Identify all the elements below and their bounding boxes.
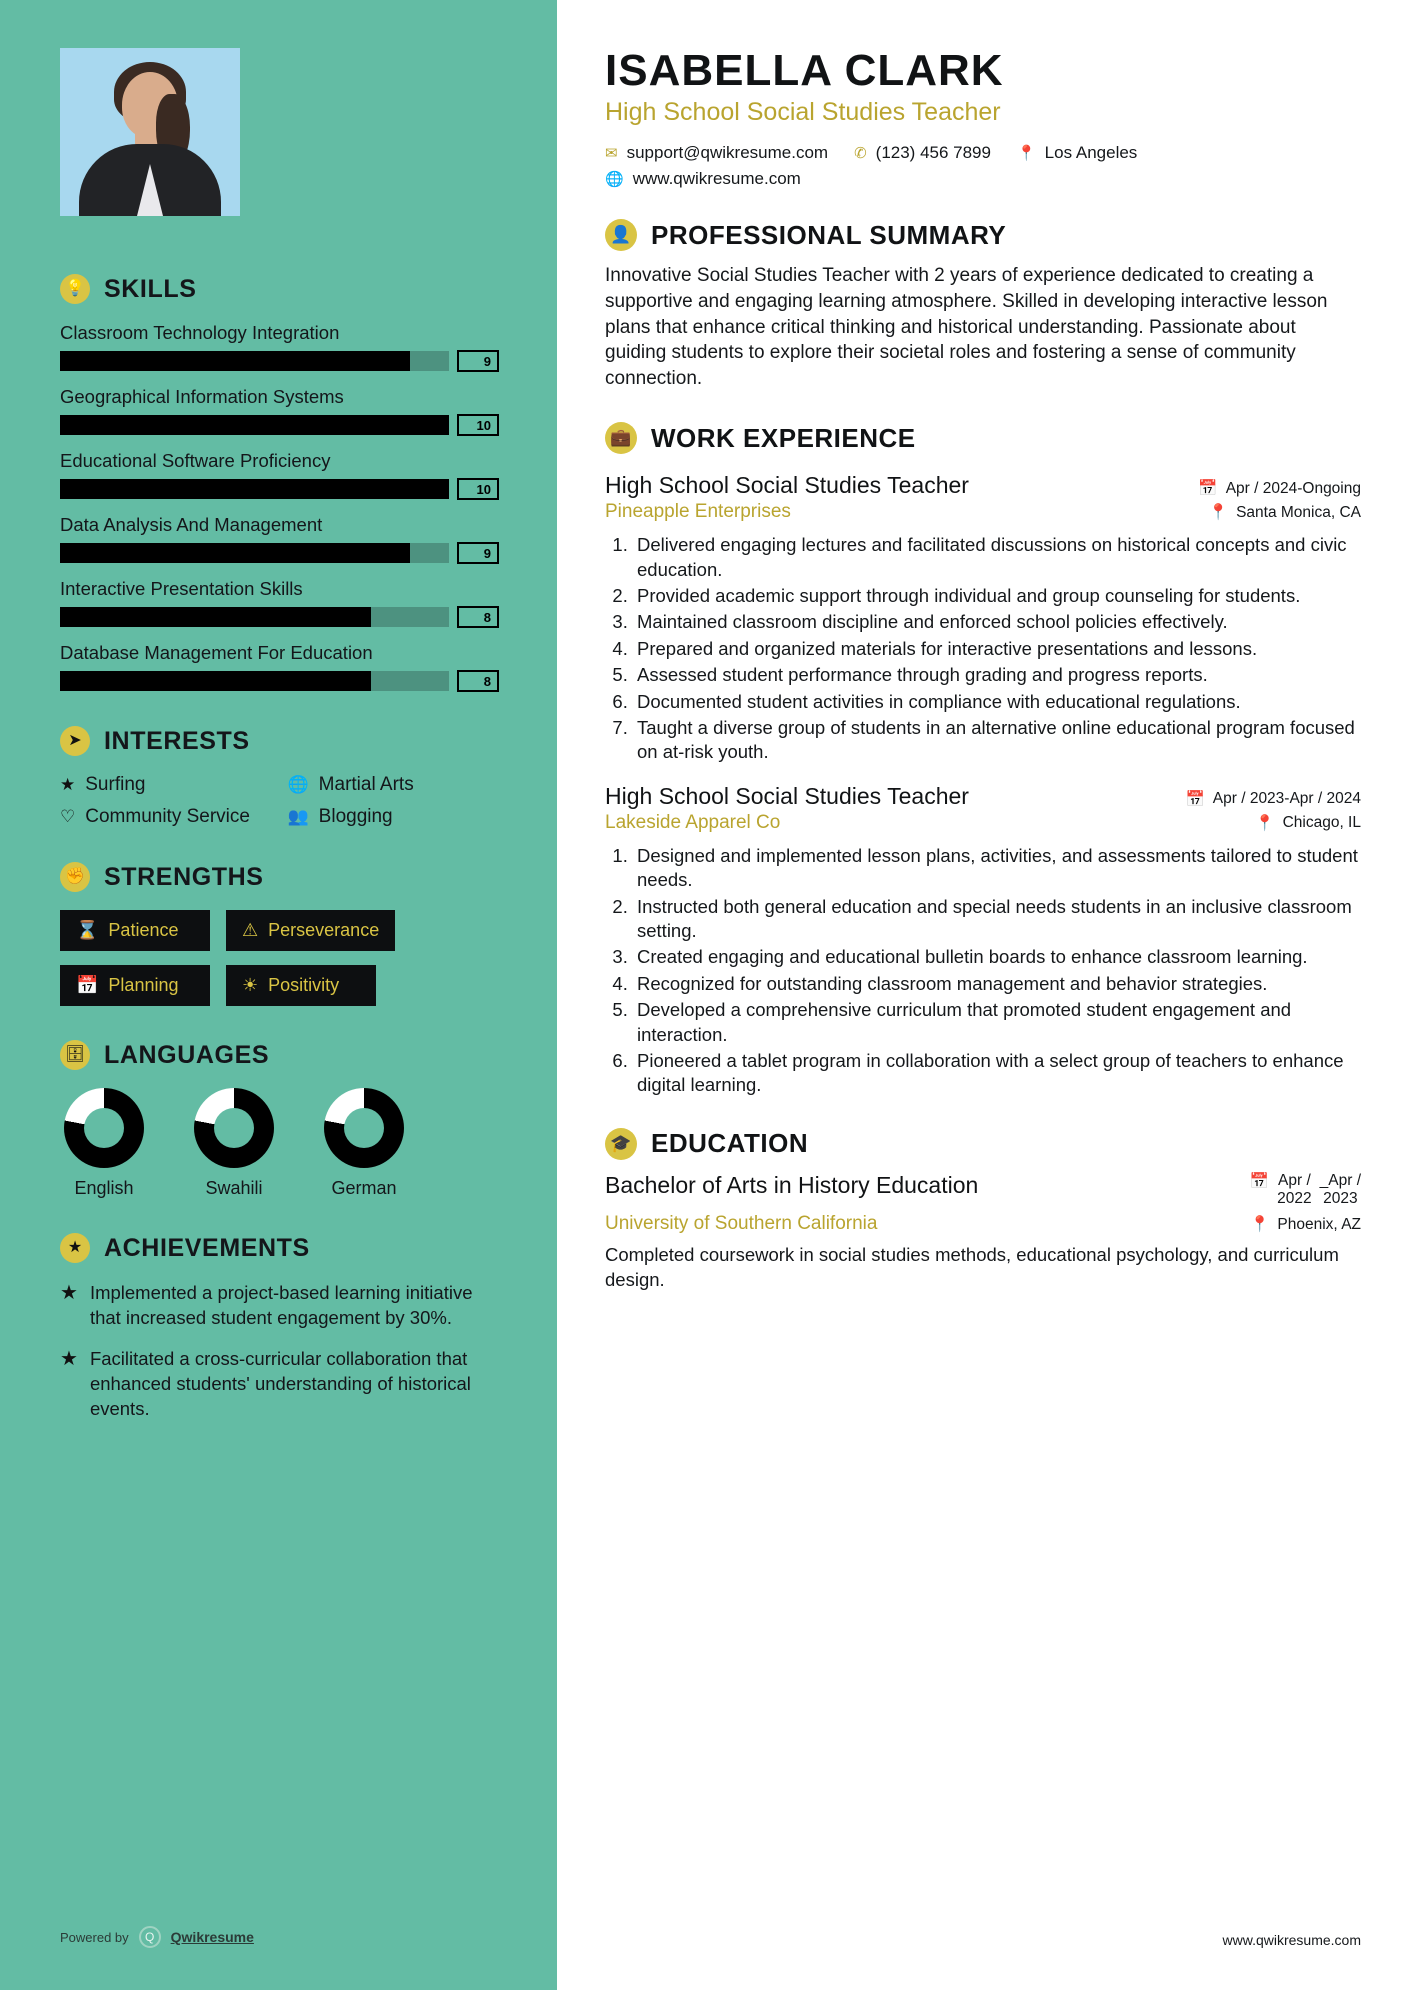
skill-bar-fill	[60, 479, 449, 499]
skill-bar-track	[60, 671, 449, 691]
star-badge-icon: ★	[60, 1233, 90, 1263]
strength-chip	[60, 965, 210, 1006]
section-title: INTERESTS	[104, 726, 250, 755]
skill-label: Educational Software Proficiency	[60, 450, 331, 471]
sidebar	[0, 0, 557, 1990]
lightbulb-icon: 💡	[60, 274, 90, 304]
strength-label: Perseverance	[268, 920, 380, 941]
contact-text: www.qwikresume.com	[632, 169, 801, 188]
contact-item[interactable]	[605, 143, 828, 163]
page-title: ISABELLA CLARK	[605, 46, 1004, 95]
education-end-date: _Apr / 2023	[1319, 1171, 1361, 1208]
achievement-text: Facilitated a cross-curricular collaboration that enhanced students' understanding of historical events.	[89, 1348, 471, 1420]
achievement-text: Implemented a project-based learning initiative that increased student engagement by 30%.	[89, 1282, 473, 1329]
experience-subheader	[605, 812, 1361, 834]
skill-item	[60, 578, 499, 628]
globe-icon: 🌐	[287, 775, 309, 794]
interests-list	[60, 774, 499, 828]
list-item: 3. Maintained classroom discipline and enforced school policies effectively.	[633, 610, 1361, 634]
contact-list-secondary	[605, 169, 1361, 189]
skill-bar-fill	[60, 415, 449, 435]
experience-location	[1255, 814, 1361, 833]
calendar-icon: 📅	[1198, 480, 1218, 498]
skill-bar-track	[60, 351, 449, 371]
strength-chip	[226, 965, 376, 1006]
user-circle-icon: 👤	[605, 219, 637, 251]
graduation-cap-icon: 🎓	[605, 1128, 637, 1160]
education-school: University of Southern California	[605, 1213, 878, 1235]
strengths-heading	[60, 862, 499, 892]
contact-text: support@qwikresume.com	[626, 143, 829, 162]
education-heading	[605, 1128, 1361, 1160]
skill-bar-fill	[60, 607, 371, 627]
skill-item	[60, 386, 499, 436]
sun-icon: ☀	[242, 975, 259, 996]
skill-value: 8	[457, 606, 499, 628]
skill-bar-row	[60, 350, 499, 372]
experience-date-text: Apr / 2024-Ongoing	[1225, 479, 1361, 497]
achievement-item	[60, 1281, 499, 1331]
powered-by-label: Powered by	[60, 1929, 129, 1945]
skill-bar-fill	[60, 351, 410, 371]
experience-entry	[605, 783, 1361, 1098]
skill-item	[60, 322, 499, 372]
list-item: 3. Created engaging and educational bulletin boards to enhance classroom learning.	[633, 945, 1361, 969]
skill-bar-track	[60, 607, 449, 627]
education-dates	[1250, 1172, 1361, 1209]
warning-icon: ⚠	[242, 920, 259, 941]
language-level-donut	[64, 1088, 144, 1168]
education-list	[605, 1172, 1361, 1293]
location-icon: 📍	[1250, 1216, 1270, 1234]
skill-value: 8	[457, 670, 499, 692]
experience-company: Pineapple Enterprises	[605, 501, 791, 523]
language-item	[320, 1088, 408, 1199]
section-title: SKILLS	[104, 274, 197, 303]
skills-heading	[60, 274, 499, 304]
interest-item	[60, 806, 272, 828]
section-title: ACHIEVEMENTS	[104, 1233, 310, 1262]
language-level-donut	[324, 1088, 404, 1168]
list-item: 6. Documented student activities in compliance with educational regulations.	[633, 690, 1361, 714]
education-location	[1250, 1215, 1361, 1234]
professional-summary-section	[605, 219, 1361, 392]
achievements-list	[60, 1281, 499, 1422]
skill-bar-row	[60, 414, 499, 436]
experience-subheader	[605, 501, 1361, 523]
skill-value: 10	[457, 478, 499, 500]
phone-icon: ✆	[854, 145, 867, 162]
skill-bar-row	[60, 606, 499, 628]
calendar-icon: 📅	[1185, 790, 1205, 808]
skill-bar-track	[60, 415, 449, 435]
strength-chip	[226, 910, 395, 951]
contact-item[interactable]	[854, 143, 991, 163]
experience-title: High School Social Studies Teacher	[605, 782, 969, 809]
qwikresume-brand[interactable]: Qwikresume	[170, 1929, 254, 1945]
location-icon: 📍	[1208, 504, 1229, 522]
people-icon: 👥	[287, 807, 309, 827]
skill-item	[60, 514, 499, 564]
list-item: 1. Designed and implemented lesson plans, activities, and assessments tailored to student needs.	[633, 844, 1361, 893]
globe-icon: 🌐	[605, 171, 624, 188]
hourglass-icon: ⌛	[76, 920, 99, 941]
skill-label: Database Management For Education	[60, 642, 373, 663]
section-title: WORK EXPERIENCE	[651, 422, 916, 453]
star-icon: ★	[60, 775, 76, 794]
calendar-icon: 📅	[76, 975, 99, 996]
section-title: EDUCATION	[651, 1128, 809, 1159]
experience-heading	[605, 422, 1361, 454]
skill-item	[60, 642, 499, 692]
summary-text: Innovative Social Studies Teacher with 2 years of experience dedicated to creating a supportive and engaging learning atmosphere. Skilled in developing interactive lesson plans that enhance critical thinking and historical understanding. Passionate about guiding students to explore their societal roles and fostering a sense of community connection.	[605, 265, 1328, 390]
experience-date	[1198, 479, 1361, 498]
strengths-list	[60, 910, 499, 1006]
strength-label: Planning	[108, 975, 179, 996]
achievement-item	[60, 1347, 499, 1422]
skill-bar-fill	[60, 671, 371, 691]
interest-label: Blogging	[318, 806, 393, 828]
contact-item[interactable]	[1017, 143, 1137, 163]
list-item: 6. Pioneered a tablet program in collaboration with a select group of teachers to enhance digital learning.	[633, 1049, 1361, 1098]
interest-label: Community Service	[85, 806, 250, 828]
interest-item	[288, 806, 500, 828]
list-item: 4. Prepared and organized materials for interactive presentations and lessons.	[633, 637, 1361, 661]
education-subheader	[605, 1213, 1361, 1235]
contact-item[interactable]	[605, 169, 801, 189]
main-content	[557, 0, 1407, 1990]
skill-value: 10	[457, 414, 499, 436]
experience-bullets	[633, 533, 1361, 765]
briefcase-icon: 💼	[605, 422, 637, 454]
achievements-section	[60, 1233, 499, 1422]
qwikresume-logo-icon: Q	[139, 1926, 161, 1948]
contact-text: Los Angeles	[1044, 143, 1138, 162]
interests-section	[60, 726, 499, 828]
location-icon: 📍	[1016, 145, 1036, 162]
strength-chip	[60, 910, 210, 951]
skills-section	[60, 274, 499, 692]
skill-value: 9	[457, 350, 499, 372]
experience-location-text: Chicago, IL	[1282, 814, 1361, 832]
interest-item	[288, 774, 500, 796]
language-item	[190, 1088, 278, 1199]
experience-location	[1209, 503, 1361, 522]
experience-date	[1185, 790, 1361, 809]
fist-icon: ✊	[60, 862, 90, 892]
id-card-icon: 🗄	[60, 1040, 90, 1070]
language-level-donut	[194, 1088, 274, 1168]
skill-item	[60, 450, 499, 500]
skill-bar-track	[60, 543, 449, 563]
education-entry	[605, 1172, 1361, 1293]
language-item	[60, 1088, 148, 1199]
strength-label: Patience	[108, 920, 179, 941]
language-label: German	[331, 1178, 397, 1199]
powered-by	[60, 1926, 254, 1948]
experience-location-text: Santa Monica, CA	[1236, 503, 1361, 521]
envelope-icon: ✉	[605, 145, 618, 162]
skills-list	[60, 322, 499, 692]
languages-heading	[60, 1040, 499, 1070]
skill-bar-fill	[60, 543, 410, 563]
experience-company: Lakeside Apparel Co	[605, 811, 781, 833]
list-item: 4. Recognized for outstanding classroom management and behavior strategies.	[633, 972, 1361, 996]
star-hand-icon: ★	[60, 1348, 78, 1371]
experience-title: High School Social Studies Teacher	[605, 472, 969, 499]
avatar	[60, 48, 240, 216]
list-item: 7. Taught a diverse group of students in an alternative online educational program focused on at-risk youth.	[633, 716, 1361, 765]
skill-bar-row	[60, 542, 499, 564]
skill-value: 9	[457, 542, 499, 564]
education-section	[605, 1128, 1361, 1293]
experience-date-text: Apr / 2023-Apr / 2024	[1212, 790, 1361, 808]
list-item: 5. Developed a comprehensive curriculum that promoted student engagement and interaction.	[633, 998, 1361, 1047]
education-start-date: Apr / 2022	[1277, 1171, 1312, 1208]
list-item: 2. Provided academic support through individual and group counseling for students.	[633, 584, 1361, 608]
section-title: LANGUAGES	[104, 1040, 270, 1069]
experience-entry	[605, 472, 1361, 765]
strengths-section	[60, 862, 499, 1006]
list-item: 5. Assessed student performance through grading and progress reports.	[633, 663, 1361, 687]
summary-heading	[605, 219, 1361, 251]
education-header	[605, 1172, 1361, 1209]
star-hand-icon: ★	[60, 1282, 78, 1305]
education-location-text: Phoenix, AZ	[1277, 1215, 1361, 1233]
languages-list	[60, 1088, 499, 1199]
skill-bar-track	[60, 479, 449, 499]
list-item: 1. Delivered engaging lectures and facilitated discussions on historical concepts and civic education.	[633, 533, 1361, 582]
interests-heading	[60, 726, 499, 756]
education-description: Completed coursework in social studies methods, educational psychology, and curriculum design.	[605, 1244, 1339, 1291]
experience-bullets	[633, 844, 1361, 1098]
achievements-heading	[60, 1233, 499, 1263]
list-item: 2. Instructed both general education and special needs students in an inclusive classroom setting.	[633, 895, 1361, 944]
interest-item	[60, 774, 272, 796]
skill-bar-row	[60, 670, 499, 692]
experience-header	[605, 472, 1361, 499]
skill-bar-row	[60, 478, 499, 500]
work-experience-section	[605, 422, 1361, 1098]
calendar-icon: 📅	[1249, 1172, 1270, 1190]
language-label: English	[74, 1178, 134, 1199]
paper-plane-icon: ➤	[60, 726, 90, 756]
skill-label: Classroom Technology Integration	[60, 322, 340, 343]
languages-section	[60, 1040, 499, 1199]
skill-label: Interactive Presentation Skills	[60, 578, 303, 599]
shield-icon: ♡	[60, 807, 76, 827]
experience-header	[605, 783, 1361, 810]
contact-list	[605, 143, 1361, 163]
location-icon: 📍	[1255, 814, 1275, 832]
skill-label: Data Analysis And Management	[60, 514, 323, 535]
section-title: PROFESSIONAL SUMMARY	[651, 219, 1007, 250]
interest-label: Surfing	[85, 774, 146, 795]
education-degree: Bachelor of Arts in History Education	[605, 1171, 979, 1198]
contact-text: (123) 456 7899	[875, 143, 991, 162]
section-title: STRENGTHS	[104, 862, 264, 891]
interest-label: Martial Arts	[318, 774, 414, 795]
language-label: Swahili	[205, 1178, 263, 1199]
job-role-subtitle: High School Social Studies Teacher	[605, 98, 1001, 126]
strength-label: Positivity	[268, 975, 340, 996]
jobs-list	[605, 472, 1361, 1098]
skill-label: Geographical Information Systems	[60, 386, 344, 407]
footer-website: www.qwikresume.com	[1222, 1932, 1361, 1948]
